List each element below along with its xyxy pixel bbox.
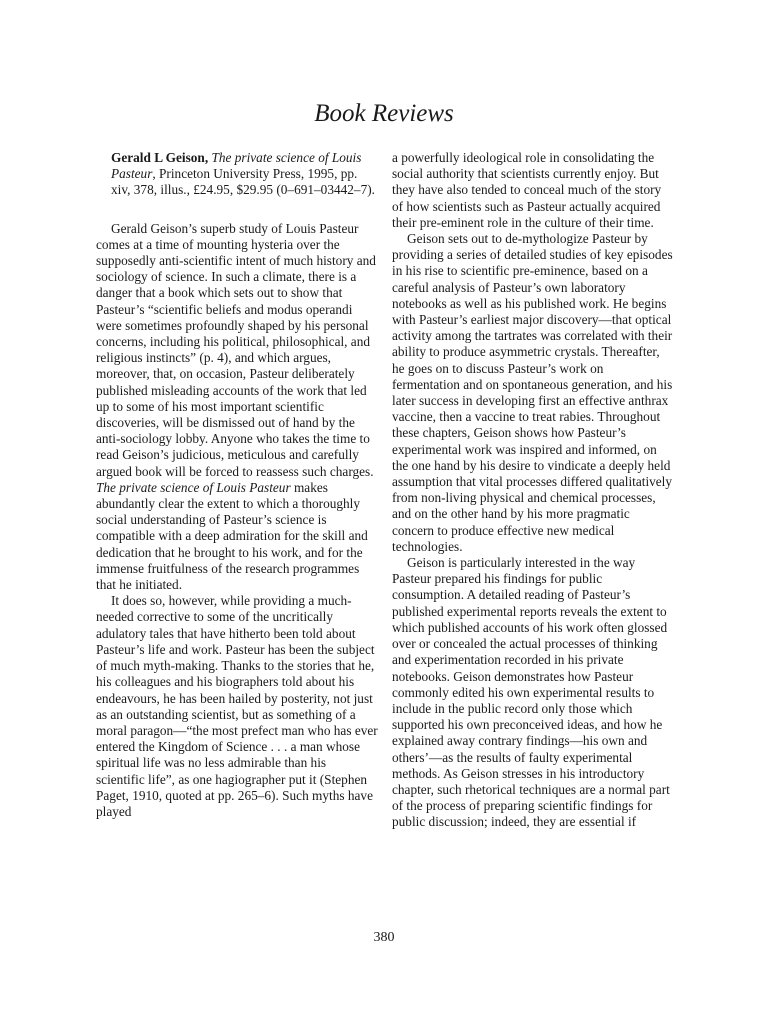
book-citation	[96, 150, 378, 199]
left-paragraph-1-text-b: makes abundantly clear the extent to which a thoroughly social understanding of Pasteur’s science is compatible with a deep admiration for the skill and dedication that he brought to his work, and for the immense fruitfulness of the research programmes that he initiated.	[96, 479, 368, 593]
left-column	[96, 150, 378, 820]
left-paragraph-1	[96, 221, 378, 594]
page-number: 380	[373, 930, 395, 945]
left-paragraph-1-italic-title: The private science of Louis Pasteur	[96, 479, 291, 495]
left-paragraph-2: It does so, however, while providing a much-needed corrective to some of the uncritically adulatory tales that have hitherto been told about Pasteur’s life and work. Pasteur has been the subject of much myth-making. Thanks to the stories that he, his colleagues and his biographers told about his endeavours, he has been hailed by posterity, not just as an outstanding scientist, but as something of a moral paragon—“the most prefect man who has ever entered the Kingdom of Science . . . a man whose spiritual life was no less admirable than his scientific life”, as one hagiographer put it (Stephen Paget, 1910, quoted at pp. 265–6). Such myths have played	[96, 593, 378, 819]
right-paragraph-1: a powerfully ideological role in consolidating the social authority that scientists currently enjoy. But they have also tended to conceal much of the story of how scientists such as Pasteur actually acquired their pre-eminent role in the culture of their time.	[392, 150, 662, 230]
citation-author: Gerald L Geison,	[111, 150, 209, 165]
right-column	[392, 150, 674, 831]
section-title: Book Reviews	[314, 100, 454, 127]
right-paragraph-2: Geison sets out to de-mythologize Pasteur by providing a series of detailed studies of key episodes in his rise to scientific pre-eminence, based on a careful analysis of Pasteur’s own laboratory notebooks as well as his published work. He begins with Pasteur’s earliest major discovery—that optical activity among the tartrates was correlated with their ability to produce asymmetric crystals. Thereafter, he goes on to discuss Pasteur’s work on fermentation and on spontaneous generation, and his later success in developing first an effective anthrax vaccine, then a vaccine to treat rabies. Throughout these chapters, Geison shows how Pasteur’s experimental work was inspired and informed, on the one hand by his desire to vindicate a deeply held assumption that vital processes differed qualitatively from non-living physical and chemical processes, and on the other hand by his more pragmatic concern to produce effective new medical technologies.	[392, 231, 673, 554]
left-paragraph-1-text-a: Gerald Geison’s superb study of Louis Pasteur comes at a time of mounting hysteria over the supposedly anti-scientific intent of much history and sociology of science. In such a climate, there is a danger that a book which sets out to show that Pasteur’s “scientific beliefs and modus operandi were sometimes profoundly shaped by his personal concerns, including his political, philosophical, and religious instincts” (p. 4), and which argues, moreover, that, on occasion, Pasteur deliberately published misleading accounts of the work that led up to some of his most important scientific discoveries, will be dismissed out of hand by the anti-sociology lobby. Anyone who takes the time to read Geison’s judicious, meticulous and carefully argued book will be forced to reassess such charges.	[96, 220, 376, 479]
right-paragraph-3: Geison is particularly interested in the way Pasteur prepared his findings for public consumption. A detailed reading of Pasteur’s published experimental reports reveals the extent to which published accounts of his work often glossed over or concealed the actual processes of thinking and experimentation recorded in his private notebooks. Geison demonstrates how Pasteur commonly edited his own experimental results to include in the public record only those which supported his own preconceived ideas, and how he explained away contrary findings—his own and others’—as the results of faulty experimental methods. As Geison stresses in his introductory chapter, such rhetorical techniques are a normal part of the process of preparing scientific findings for public discussion; indeed, they are essential if	[392, 555, 670, 830]
citation-title: The private science of Louis Pasteur	[111, 150, 362, 182]
spacer	[96, 199, 378, 221]
citation-details: , Princeton University Press, 1995, pp. xiv, 378, illus., £24.95, $29.95 (0–691–03442–7).	[111, 166, 375, 198]
